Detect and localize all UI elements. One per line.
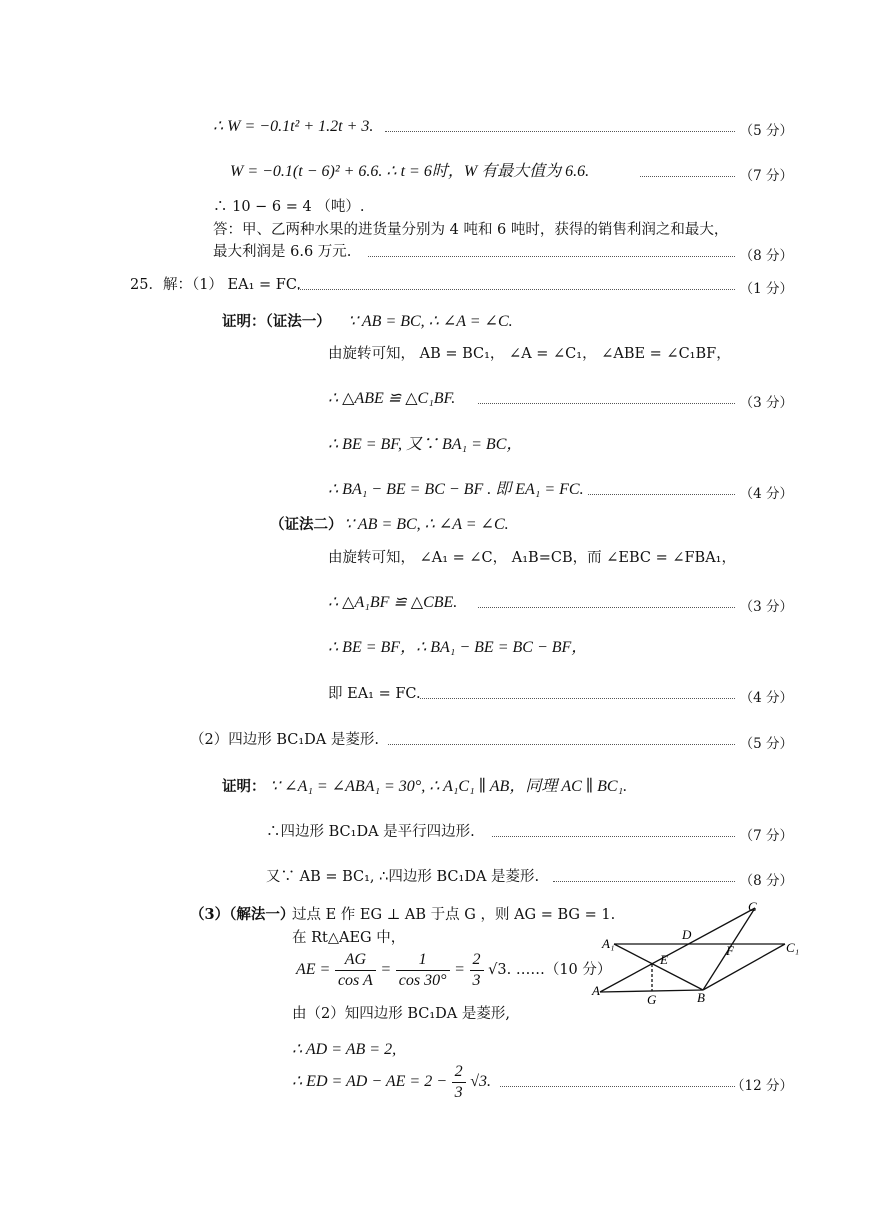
proof1-line-d: ∴ BE = BF, 又∵ BA₁ = BC， xyxy=(328,436,523,453)
leader-dots xyxy=(553,881,735,882)
proof2-line-e: 即 EA₁ = FC. xyxy=(328,686,421,702)
part3-formula-ae xyxy=(296,948,611,992)
leader-dots xyxy=(640,176,735,177)
leader-dots xyxy=(388,744,735,745)
score-label: （5 分） xyxy=(739,123,793,139)
score-label: （4 分） xyxy=(739,690,793,706)
formula-lhs: AE = xyxy=(296,961,331,978)
segment-a1b xyxy=(614,944,703,990)
label-a: A xyxy=(592,983,600,998)
formula-tail: √3. xyxy=(470,1073,491,1090)
proof2-line-d: ∴ BE = BF，∴ BA₁ − BE = BC − BF， xyxy=(328,639,588,656)
formula-lhs: ∴ ED = AD − AE = 2 − xyxy=(292,1073,447,1090)
proof2-line-c: ∴ △A₁BF ≌ △CBE. xyxy=(328,594,458,611)
part3-line-e: ∴ AD = AB = 2, xyxy=(292,1041,397,1058)
part3-line-a: 过点 E 作 EG ⊥ AB 于点 G ，则 AG = BG = 1. xyxy=(292,907,616,923)
part2-proof-line-c: 又∵ AB = BC₁, ∴四边形 BC₁DA 是菱形. xyxy=(266,869,540,885)
score-label: （12 分） xyxy=(731,1078,793,1094)
part3-line-d: 由（2）知四边形 BC₁DA 是菱形, xyxy=(292,1006,510,1022)
part3-heading: （3）（解法一） xyxy=(190,906,295,923)
formula-tail-score: √3. ……（10 分） xyxy=(488,962,612,978)
leader-dots xyxy=(420,698,735,699)
equals-sign: = xyxy=(454,961,465,978)
score-label: （8 分） xyxy=(739,248,793,264)
part2-proof-line-a: ∵ ∠A₁ = ∠ABA₁ = 30°, ∴ A₁C₁ ∥ AB，同理 AC ∥ BC₁. xyxy=(270,778,628,795)
proof2-line-b: 由旋转可知， ∠A₁ = ∠C， A₁B=CB，而 ∠EBC = ∠FBA₁， xyxy=(328,550,736,566)
score-label: （3 分） xyxy=(739,395,793,411)
proof2-line-a: ∵ AB = BC, ∴ ∠A = ∠C. xyxy=(344,516,509,533)
answer-line-1: 答：甲、乙两种水果的进货量分别为 4 吨和 6 吨时，获得的销售利润之和最大， xyxy=(213,222,729,238)
part2-statement: （2）四边形 BC₁DA 是菱形. xyxy=(190,732,379,748)
proof1-line-a: ∵ AB = BC, ∴ ∠A = ∠C. xyxy=(348,313,513,330)
part2-proof-line-b: ∴四边形 BC₁DA 是平行四边形. xyxy=(266,824,475,840)
fraction-2-over-3: $\frac{2}{3}$ xyxy=(470,950,484,991)
fraction-ag-over-cosa: $\frac{AG}{\text{cos A}}$ xyxy=(335,950,376,991)
equals-sign: = xyxy=(380,961,392,978)
label-e: E xyxy=(660,952,668,967)
score-label: （8 分） xyxy=(739,873,793,889)
leader-dots xyxy=(385,131,735,132)
label-f: F xyxy=(726,943,734,958)
leader-dots xyxy=(478,607,735,608)
label-g: G xyxy=(647,992,657,1007)
segment-bc1 xyxy=(703,944,785,990)
proof1-line-e: ∴ BA₁ − BE = BC − BF . 即 EA₁ = FC. xyxy=(328,481,584,498)
leader-dots xyxy=(500,1086,735,1087)
score-label: （1 分） xyxy=(739,281,793,297)
score-label: （7 分） xyxy=(739,168,793,184)
label-d: D xyxy=(682,927,692,942)
fraction-2-over-3: $\frac{2}{3}$ xyxy=(452,1062,466,1103)
score-label: （5 分） xyxy=(739,736,793,752)
proof-method-1-heading: 证明：（证法一） xyxy=(222,313,331,330)
label-c: C xyxy=(748,899,757,914)
part3-formula-ed xyxy=(292,1060,491,1104)
leader-dots xyxy=(368,256,735,257)
score-label: （4 分） xyxy=(739,486,793,502)
part2-proof-heading: 证明： xyxy=(222,778,266,795)
leader-dots xyxy=(298,289,735,290)
eq-w-quadratic: ∴ W = −0.1t² + 1.2t + 3. xyxy=(213,118,374,135)
leader-dots xyxy=(492,836,735,837)
label-b: B xyxy=(697,990,705,1005)
score-label: （3 分） xyxy=(739,599,793,615)
answer-line-2: 最大利润是 6.6 万元. xyxy=(213,244,352,260)
leader-dots xyxy=(478,403,735,404)
geometry-figure xyxy=(590,898,810,1008)
eq-difference: ∴ 10 − 6 = 4 （吨）. xyxy=(213,199,365,215)
score-label: （7 分） xyxy=(739,828,793,844)
fraction-1-over-cos30: $\frac{1}{\cos 30^\circ}$ xyxy=(396,950,450,991)
part3-line-b: 在 Rt△AEG 中， xyxy=(292,930,406,946)
label-c1: C₁ xyxy=(786,940,800,955)
leader-dots xyxy=(588,494,735,495)
proof1-line-c: ∴ △ABE ≌ △C₁BF. xyxy=(328,390,456,407)
eq-w-vertex: W = −0.1(t − 6)² + 6.6. ∴ t = 6时，W 有最大值为 6.6. xyxy=(230,163,590,180)
question-25-part1: 25．解：（1） EA₁ = FC. xyxy=(130,277,302,293)
proof1-line-b: 由旋转可知， AB = BC₁， ∠A = ∠C₁， ∠ABE = ∠C₁BF， xyxy=(328,346,731,362)
proof-method-2-heading: （证法二） xyxy=(270,516,343,533)
label-a1: A₁ xyxy=(602,936,615,951)
